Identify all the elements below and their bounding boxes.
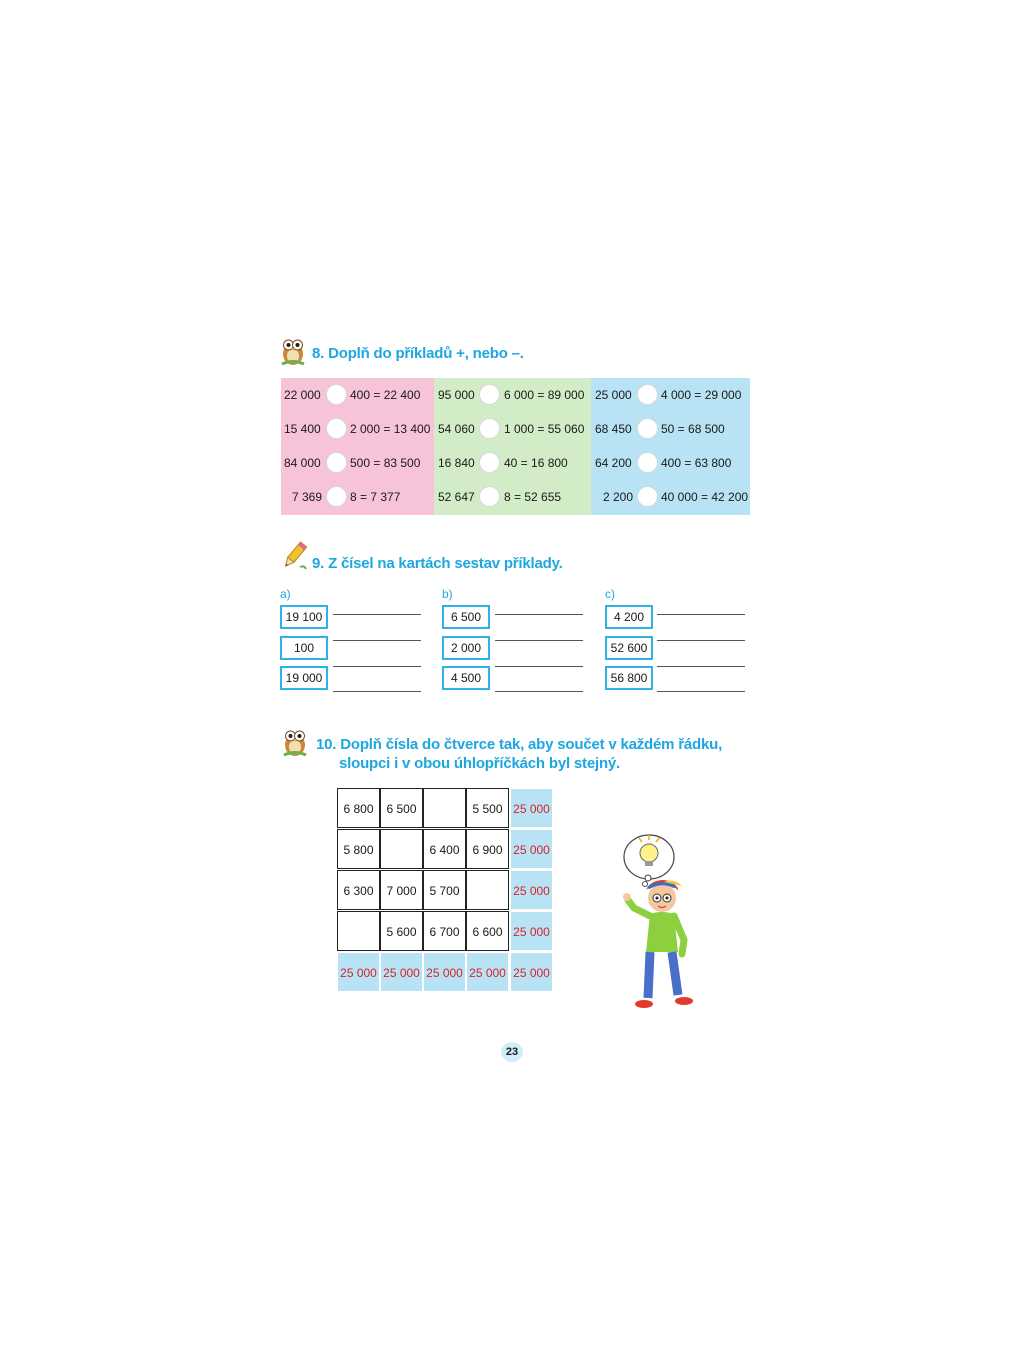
operator-blank[interactable] [637,486,658,507]
grid-cell-blank[interactable] [337,911,380,951]
right-side: 2 000 = 13 400 [350,422,431,436]
operator-blank[interactable] [326,384,347,405]
operator-blank[interactable] [479,486,500,507]
grid-cell: 6 700 [423,911,466,951]
column-sum: 25 000 [337,952,380,992]
task-9-title [312,555,563,572]
right-side: 4 000 = 29 000 [661,388,742,402]
answer-line[interactable] [657,666,745,667]
operator-blank[interactable] [479,418,500,439]
operator-blank[interactable] [479,384,500,405]
task-text: Z čísel na kartách sestav příklady. [328,555,563,572]
grid-cell: 7 000 [380,870,423,910]
number-card: 2 000 [442,636,490,660]
right-side: 40 = 16 800 [504,456,568,470]
left-operand: 16 840 [438,456,475,470]
left-operand: 84 000 [284,456,321,470]
task-text-line1: Doplň čísla do čtverce tak, aby součet v každém řádku, [340,736,723,753]
left-operand: 2 200 [603,490,634,504]
operator-blank[interactable] [326,486,347,507]
right-side: 400 = 22 400 [350,388,421,402]
operator-blank[interactable] [326,452,347,473]
row-sum: 25 000 [510,911,553,951]
task-text-line2: sloupci i v obou úhlopříčkách byl stejný. [339,755,621,772]
column-sum: 25 000 [466,952,509,992]
right-side: 500 = 83 500 [350,456,421,470]
grid-cell: 6 900 [466,829,509,869]
grid-cell-blank[interactable] [380,829,423,869]
left-operand: 15 400 [284,422,321,436]
number-card: 19 000 [280,666,328,690]
answer-line[interactable] [333,640,421,641]
number-card: 52 600 [605,636,653,660]
left-operand: 54 060 [438,422,475,436]
task-text: Doplň do příkladů +, nebo –. [328,345,524,362]
answer-line[interactable] [333,614,421,615]
page-number: 23 [501,1042,523,1062]
column-sum: 25 000 [423,952,466,992]
row-sum: 25 000 [510,829,553,869]
row-sum: 25 000 [510,870,553,910]
operator-blank[interactable] [637,384,658,405]
answer-line[interactable] [333,691,421,692]
task-10-title [316,735,722,773]
answer-line[interactable] [495,691,583,692]
right-side: 400 = 63 800 [661,456,732,470]
grid-cell: 5 700 [423,870,466,910]
group-label-c: c) [605,587,615,601]
left-operand: 52 647 [438,490,475,504]
left-operand: 64 200 [595,456,632,470]
task-8-title [312,345,524,362]
grid-cell: 6 500 [380,788,423,828]
exercise-column-blue [591,378,750,515]
operator-blank[interactable] [637,418,658,439]
grid-cell-blank[interactable] [423,788,466,828]
number-card: 4 200 [605,605,653,629]
owl-icon [279,333,307,367]
grid-cell: 6 600 [466,911,509,951]
grid-cell: 5 800 [337,829,380,869]
task-number: 9. [312,555,325,572]
left-operand: 68 450 [595,422,632,436]
diagonal-sum: 25 000 [510,952,553,992]
answer-line[interactable] [495,640,583,641]
exercise-column-green [434,378,591,515]
grid-cell: 6 300 [337,870,380,910]
answer-line[interactable] [495,614,583,615]
group-label-a: a) [280,587,291,601]
answer-line[interactable] [333,666,421,667]
number-card: 6 500 [442,605,490,629]
right-side: 40 000 = 42 200 [661,490,749,504]
task-8-exercises [281,378,750,515]
operator-blank[interactable] [479,452,500,473]
column-sum: 25 000 [380,952,423,992]
operator-blank[interactable] [637,452,658,473]
owl-icon [281,724,309,758]
left-operand: 95 000 [438,388,475,402]
right-side: 1 000 = 55 060 [504,422,585,436]
right-side: 8 = 52 655 [504,490,562,504]
number-card: 100 [280,636,328,660]
number-card: 4 500 [442,666,490,690]
task-number: 10. [316,736,337,753]
right-side: 8 = 7 377 [350,490,401,504]
grid-cell: 6 400 [423,829,466,869]
row-sum: 25 000 [510,788,553,828]
number-card: 19 100 [280,605,328,629]
grid-cell: 5 600 [380,911,423,951]
grid-cell-blank[interactable] [466,870,509,910]
answer-line[interactable] [657,691,745,692]
answer-line[interactable] [495,666,583,667]
task-number: 8. [312,345,325,362]
boy-with-lightbulb-icon [612,830,712,1015]
exercise-column-pink [281,378,434,515]
right-side: 6 000 = 89 000 [504,388,585,402]
right-side: 50 = 68 500 [661,422,725,436]
answer-line[interactable] [657,640,745,641]
left-operand: 22 000 [284,388,321,402]
left-operand: 7 369 [292,490,323,504]
operator-blank[interactable] [326,418,347,439]
grid-cell: 6 800 [337,788,380,828]
number-card: 56 800 [605,666,653,690]
grid-cell: 5 500 [466,788,509,828]
left-operand: 25 000 [595,388,632,402]
group-label-b: b) [442,587,453,601]
answer-line[interactable] [657,614,745,615]
pencil-icon [280,541,308,571]
